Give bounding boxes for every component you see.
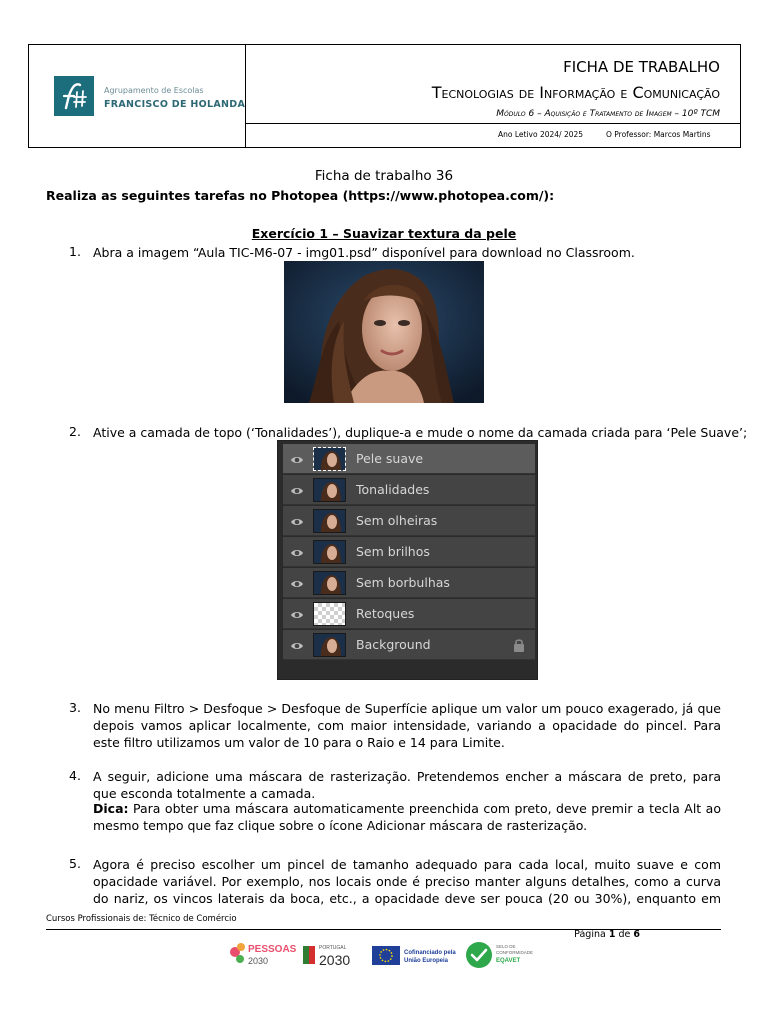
- step-text: Agora é preciso escolher um pincel de tamanho adequado para cada local, muito suave e com opacidade variável. Por exemplo, nos locais onde é preciso manter alguns detalhes, como a curva do nariz, os vincos laterais da boca, etc., a opacidade deve ser pouca (20 ou 30%), enquanto em: [93, 857, 721, 906]
- portrait-image: [284, 261, 484, 403]
- pessoas-2030-logo: [230, 943, 297, 966]
- layer-row[interactable]: [283, 537, 535, 567]
- layer-thumbnail: [313, 540, 346, 564]
- layer-row[interactable]: [283, 568, 535, 598]
- page-current: 1: [608, 929, 616, 940]
- portugal-label: PORTUGAL: [319, 945, 347, 951]
- step-number: 4.: [69, 768, 81, 783]
- eye-icon[interactable]: [290, 607, 304, 621]
- module-line: Módulo 6 – Aquisição e Tratamento de Imagem – 10º TCM: [496, 109, 720, 119]
- funding-logos: [226, 938, 548, 972]
- page-total: 6: [633, 929, 640, 940]
- subject-title: Tecnologias de Informação e Comunicação: [431, 83, 720, 102]
- step-text: No menu Filtro > Desfoque > Desfoque de Superfície aplique um valor um pouco exagerado, já que depois vamos aplicar localmente, com maior intensidade, variando a opacidade do pincel. Para este filtro utilizamos um valor de 10 para o Raio e 14 para Limite.: [93, 701, 721, 750]
- school-name-line2: FRANCISCO DE HOLANDA: [104, 99, 246, 110]
- layer-row[interactable]: [283, 599, 535, 629]
- step-text: A seguir, adicione uma máscara de rasterização. Pretendemos encher a máscara de preto, para que esconda totalmente a camada.: [93, 769, 721, 801]
- page-of: de: [615, 929, 634, 940]
- layer-row[interactable]: [283, 506, 535, 536]
- step-text: Abra a imagem “Aula TIC-M6-07 - img01.psd” disponível para download no Classroom.: [93, 245, 635, 260]
- eye-icon[interactable]: [290, 545, 304, 559]
- lock-icon: [513, 637, 525, 651]
- eu-line1: Cofinanciado pela: [404, 950, 456, 956]
- step-text: Ative a camada de topo (‘Tonalidades’), duplique-a e mude o nome da camada criada para ‘Pele Suave’;: [93, 425, 748, 440]
- layer-name: Sem borbulhas: [356, 575, 450, 590]
- step-number: 1.: [69, 244, 81, 259]
- tip-text: Para obter uma máscara automaticamente preenchida com preto, deve premir a tecla Alt ao mesmo tempo que faz clique sobre o ícone Adicionar máscara de rasterização.: [93, 801, 721, 833]
- tip-paragraph: [93, 800, 721, 834]
- school-name-line1: Agrupamento de Escolas: [104, 86, 204, 95]
- layer-name: Sem brilhos: [356, 544, 430, 559]
- worksheet-header-title: FICHA DE TRABALHO: [563, 58, 720, 76]
- layer-thumbnail: [313, 447, 346, 471]
- school-year: Ano Letivo 2024/ 2025: [498, 130, 584, 139]
- tip-label: Dica:: [93, 801, 129, 816]
- worksheet-title: Ficha de trabalho 36: [314, 168, 454, 184]
- exercise-title: Exercício 1 – Suavizar textura da pele: [251, 226, 517, 241]
- layer-name: Pele suave: [356, 451, 424, 466]
- eye-icon[interactable]: [290, 576, 304, 590]
- step-number: 2.: [69, 424, 81, 439]
- eu-cofinance-logo: [372, 946, 456, 965]
- eye-icon[interactable]: [290, 638, 304, 652]
- pessoas-year: 2030: [248, 956, 269, 966]
- layer-thumbnail: [313, 478, 346, 502]
- layer-name: Background: [356, 637, 431, 652]
- layer-name: Sem olheiras: [356, 513, 438, 528]
- header-divider: [245, 44, 246, 148]
- eye-icon[interactable]: [290, 483, 304, 497]
- portugal-2030-logo: [303, 945, 350, 968]
- teacher-name: O Professor: Marcos Martins: [606, 130, 711, 139]
- eqavet-seal-logo: [466, 942, 533, 968]
- layer-thumbnail: [313, 509, 346, 533]
- layer-thumbnail: [313, 571, 346, 595]
- worksheet-intro: Realiza as seguintes tarefas no Photopea (https://www.photopea.com/):: [46, 188, 555, 203]
- step-number: 5.: [69, 856, 81, 871]
- eqavet-line2: CONFORMIDADE: [496, 950, 533, 955]
- pessoas-label: PESSOAS: [248, 944, 297, 955]
- layer-name: Tonalidades: [356, 482, 430, 497]
- layer-thumbnail: [313, 633, 346, 657]
- header-divider-horizontal: [246, 123, 741, 124]
- eye-icon[interactable]: [290, 452, 304, 466]
- layer-name: Retoques: [356, 606, 415, 621]
- layer-row[interactable]: [283, 475, 535, 505]
- eqavet-line1: SELO DE: [496, 944, 516, 949]
- step-number: 3.: [69, 700, 81, 715]
- school-logo-icon: [54, 76, 94, 116]
- page-prefix: Página: [574, 929, 609, 940]
- layer-row[interactable]: [283, 630, 535, 660]
- layer-row[interactable]: [283, 444, 535, 474]
- layer-thumbnail: [313, 602, 346, 626]
- portugal-year: 2030: [319, 952, 351, 968]
- page-number: [574, 929, 640, 940]
- eye-icon[interactable]: [290, 514, 304, 528]
- eqavet-line3: EQAVET: [496, 958, 521, 964]
- eu-line2: União Europeia: [404, 958, 449, 964]
- footer-course: Cursos Profissionais de: Técnico de Comércio: [46, 914, 237, 924]
- layers-panel: [277, 440, 538, 680]
